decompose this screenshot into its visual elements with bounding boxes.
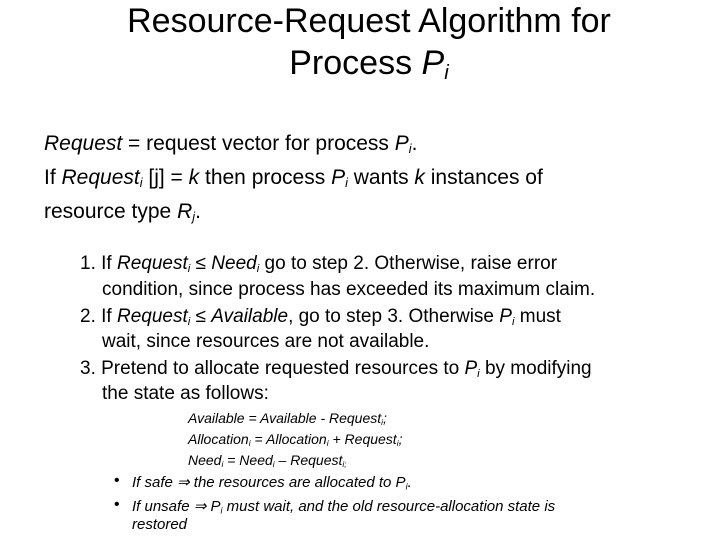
t: ; — [383, 410, 387, 426]
t: R — [177, 200, 193, 223]
t: by modifying — [479, 358, 592, 379]
step-3 — [80, 358, 592, 380]
t: P — [499, 306, 512, 327]
t: i; — [342, 459, 347, 470]
step-2 — [80, 306, 561, 328]
t: If safe — [132, 474, 178, 491]
step-number: 2. — [80, 306, 96, 327]
t: i — [221, 459, 224, 470]
t: must — [514, 306, 561, 327]
t: i — [477, 367, 480, 380]
step-1 — [80, 253, 557, 275]
t: i — [187, 262, 191, 275]
t: instances of — [424, 166, 543, 189]
step-number: 1. — [80, 253, 96, 274]
t: go to step 2. Otherwise, raise error — [259, 253, 558, 274]
t: Request — [61, 166, 140, 189]
t: ≤ — [190, 253, 212, 274]
title-text: Process — [289, 44, 422, 82]
implies-icon: ⇒ — [193, 498, 207, 515]
t: . — [195, 200, 201, 223]
title-line-2 — [0, 42, 720, 84]
t: If — [95, 253, 117, 274]
intro-p: P — [394, 132, 409, 155]
equation-3 — [188, 452, 347, 468]
t: – Request — [274, 452, 343, 468]
bullet-2 — [132, 497, 555, 515]
intro-var: Request — [44, 132, 123, 155]
t: i — [326, 438, 329, 449]
t: i — [396, 438, 399, 449]
t: [j] = — [142, 166, 189, 189]
title-var: P — [421, 44, 445, 82]
t: Request — [116, 306, 188, 327]
bullet-2-line-2: restored — [132, 516, 188, 533]
t: P — [331, 166, 346, 189]
t: i — [272, 459, 275, 470]
t: . — [407, 474, 412, 491]
intro-line-1 — [44, 132, 417, 156]
t: k — [188, 166, 200, 189]
t: ; — [398, 431, 403, 447]
t: = Allocation — [250, 431, 327, 447]
step-3-line-2: the state as follows: — [102, 383, 269, 404]
t: i — [345, 176, 348, 191]
t: i — [248, 438, 251, 449]
t: Allocation — [188, 431, 249, 447]
intro-line-2 — [44, 166, 543, 190]
bullet-dot-1: • — [114, 472, 120, 489]
step-number: 3. — [80, 358, 96, 379]
step-1-line-2: condition, since process has exceeded its maximum claim. — [102, 279, 596, 300]
t: , go to step 3. Otherwise — [288, 306, 500, 327]
t: = Need — [223, 452, 273, 468]
t: If — [95, 306, 117, 327]
slide-title — [0, 0, 720, 84]
t: Need — [188, 452, 222, 468]
t: the resources are allocated to P — [189, 474, 406, 491]
bullet-1 — [132, 473, 412, 491]
intro-text: = request vector for process — [122, 132, 395, 155]
equation-2 — [188, 431, 402, 447]
t: i — [256, 262, 260, 275]
equation-1 — [188, 410, 387, 426]
t: j — [192, 210, 196, 225]
t: i — [381, 417, 384, 428]
bullet-dot-2: • — [114, 496, 120, 513]
t: If unsafe — [132, 498, 194, 515]
t: + Request — [328, 431, 397, 447]
t: Available = Available - Request — [188, 410, 382, 426]
t: i — [220, 505, 223, 516]
intro-end: . — [411, 132, 418, 155]
t: must wait, and the old resource-allocation state is — [222, 498, 556, 515]
t: Request — [116, 253, 188, 274]
title-sub: i — [444, 62, 449, 85]
t: i — [405, 481, 408, 492]
t: Available — [211, 306, 289, 327]
t: i — [511, 315, 515, 328]
t: ≤ — [190, 306, 212, 327]
implies-icon: ⇒ — [177, 474, 190, 491]
intro-line-3 — [44, 200, 201, 224]
t: P — [206, 498, 221, 515]
t: i — [187, 315, 191, 328]
step-2-line-2: wait, since resources are not available. — [102, 331, 430, 352]
t: P — [464, 358, 478, 379]
title-line-1: Resource-Request Algorithm for — [127, 2, 611, 40]
t: then process — [199, 166, 332, 189]
t: Pretend to allocate requested resources to — [95, 358, 465, 379]
t: Need — [211, 253, 257, 274]
t: k — [414, 166, 425, 189]
t: i — [139, 176, 143, 191]
t: wants — [347, 166, 415, 189]
intro-sub: i — [408, 142, 412, 157]
t: If — [44, 166, 62, 189]
t: resource type — [44, 200, 178, 223]
